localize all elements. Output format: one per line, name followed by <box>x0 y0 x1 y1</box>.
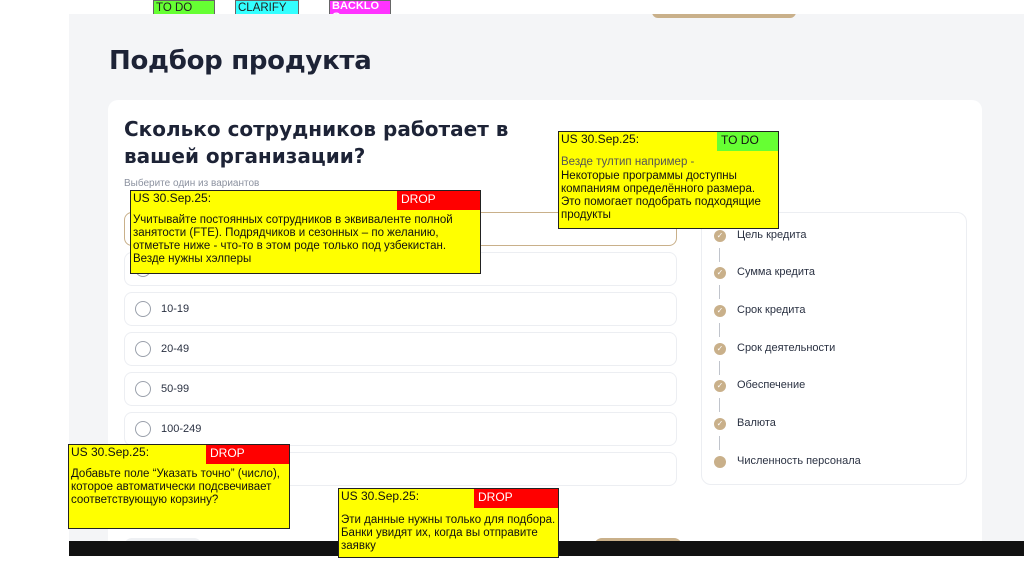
option-row[interactable] <box>124 332 677 366</box>
option-row[interactable] <box>124 292 677 326</box>
step-connector <box>719 436 720 450</box>
radio-button[interactable] <box>135 301 151 317</box>
sticky-note <box>68 444 290 529</box>
step-label: Срок кредита <box>737 304 806 316</box>
note-header: US 30.Sep.25: <box>561 132 640 146</box>
check-icon: ✓ <box>714 418 726 430</box>
check-icon: ✓ <box>714 230 726 242</box>
step-connector <box>719 248 720 262</box>
step-connector <box>719 285 720 299</box>
current-step-dot <box>714 456 726 468</box>
note-header: US 30.Sep.25: <box>341 489 420 503</box>
drop-badge: DROP <box>474 489 558 508</box>
check-icon: ✓ <box>714 380 726 392</box>
step-connector <box>719 398 720 412</box>
note-text: Учитывайте постоянных сотрудников в эквиваленте полной занятости (FTE). Подрядчиков и сезонных – по желанию, отметьте ниже - что-то в этом роде только под узбекистан. Везде нужны хэлперы <box>133 214 453 265</box>
check-icon: ✓ <box>714 267 726 279</box>
drop-badge: DROP <box>397 191 480 210</box>
option-label: 50-99 <box>161 383 190 395</box>
check-icon: ✓ <box>714 305 726 317</box>
sticky-note <box>338 488 559 558</box>
step-label: Численность персонала <box>737 455 861 467</box>
status-tag-backlog-label: BACKLO <box>332 0 380 12</box>
note-header: US 30.Sep.25: <box>133 191 212 205</box>
status-tag-todo: TO DO <box>153 0 215 15</box>
todo-badge: TO DO <box>717 132 778 151</box>
step-connector <box>719 361 720 375</box>
question-text: Сколько сотрудников работает в вашей организации? <box>124 117 509 168</box>
step-label: Обеспечение <box>737 379 806 391</box>
check-icon: ✓ <box>714 343 726 355</box>
option-label: 10-19 <box>161 303 190 315</box>
status-tag-clarify: CLARIFY <box>235 0 299 15</box>
radio-button[interactable] <box>135 381 151 397</box>
step-label: Срок деятельности <box>737 342 836 354</box>
page-title: Подбор продукта <box>109 46 372 76</box>
drop-badge: DROP <box>206 445 289 464</box>
step-connector <box>719 323 720 337</box>
radio-button[interactable] <box>135 341 151 357</box>
option-row[interactable] <box>124 412 677 446</box>
option-label: 100-249 <box>161 423 202 435</box>
note-header: US 30.Sep.25: <box>71 445 150 459</box>
note-text: Эти данные нужны только для подбора. Банки увидят их, когда вы отправите заявку <box>341 514 556 552</box>
top-button[interactable] <box>652 14 796 18</box>
radio-button[interactable] <box>135 421 151 437</box>
option-label: 20-49 <box>161 343 190 355</box>
step-label: Валюта <box>737 417 776 429</box>
progress-steps <box>701 212 967 485</box>
question-hint: Выберите один из вариантов <box>124 178 260 189</box>
note-text: Некоторые программы доступны компаниям определённого размера. Это помогает подобрать подходящие продукты <box>561 170 761 221</box>
sticky-note <box>558 131 779 229</box>
step-label: Сумма кредита <box>737 266 816 278</box>
option-row[interactable] <box>124 372 677 406</box>
step-label: Цель кредита <box>737 229 807 241</box>
note-text-prefix: Везде тултип например - <box>561 156 695 168</box>
note-text: Добавьте поле “Указать точно” (число), которое автоматически подсвечивает соответствующую корзину? <box>71 468 280 506</box>
sticky-note <box>130 190 481 274</box>
